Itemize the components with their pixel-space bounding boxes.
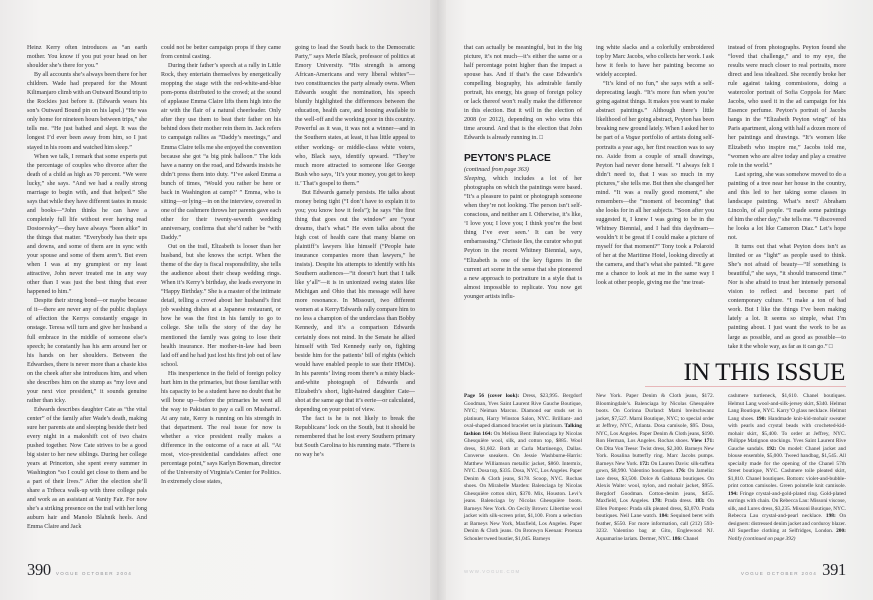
right-column-2 bbox=[596, 44, 714, 288]
left-page-columns bbox=[27, 44, 415, 533]
credits-text: New York. Paper Denim & Cloth jeans, $172. Bloomingdale’s. Balenciaga by Nicolas Ghesquière boots. On Corinna Durland: Marni breitschwanz jacket, $7,527. Marni Boutique, NYC; to special order at Jeffrey, NYC, Atlanta. Dosa camisole, $95. Dosa, NYC, Los Angeles. Paper Denim & Cloth jeans, $190. Ron Herman, Los Angeles. Rochas shoes. View 171: On Dita Von Teese: Twist dress, $2,300. Barneys New York. Rosalina butterfly ring. Marc Jacobs pumps. Barneys New York. 172: On Lauren Davis: silk-taffeta gown, $8,990. Valentino boutiques. 176: On Jamelia: lace dress, $3,500. Dolce & Gabbana boutiques. On Alexis Waite: wool, nylon, and mohair jacket, $955. Bergdorf Goodman. Cotton-denim jeans, $455. Maxfield, Los Angeles. 178: Prada dress. 183: On Ellen Pompeo: Prada silk pleated dress, $3,070. Prada boutiques. Neil Lane watch. 184: Sequined beret with feather, $550. For more information, call (212) 593-3232. Valentino bag at Gito, Englewood NJ. Aquamarine lariats. Dermer, NYC. 186: Chanel bbox=[596, 393, 714, 542]
left-column-2 bbox=[161, 44, 281, 487]
left-column-3 bbox=[295, 44, 415, 460]
body-text-block bbox=[728, 44, 846, 352]
paragraph: Edwards describes daughter Cate as “the vital center” of the family after Wade’s death, making sure her parents ate and sleeping beside their bed every night in a makeshift cot of two chairs pushed together. Now Cate strives to be a good big sister to her new siblings. During her college years at Princeton, she spent every summer in Washington “so I could get close to them and be a part of their lives.” After the election she’ll share a Tribeca walk-up with three college pals and work as an assistant at Vanity Fair. For now she’s a striking presence on the trail with her long auburn hair and Manolo Blahnik heels. And Emma Claire and Jack bbox=[27, 406, 147, 531]
folio-page-number: 390 bbox=[27, 560, 51, 579]
paragraph: “It’s kind of no fun,” she says with a self-deprecating laugh. “It’s more fun when you’re going against things. It makes you want to make abstract paintings.” Although there’s little likelihood of her going abstract, Peyton has been breaking new ground lately. When I asked her to be part of a Vogue portfolio of artists doing self-portraits a year ago, her first reaction was to say no. Aside from a couple of small drawings, Peyton had never done herself. “I always felt I didn’t need to, that I was so much in my pictures,” she tells me. But then she changed her mind. “It was a really good moment,” she remembers—the “moment of becoming” that she looks for in all her subjects. “Soon after you suggested it, I knew I was going to be in the Whitney Biennial, and I had this daydream—wouldn’t it be great if I could make a picture of myself for that moment?” Tony took a Polaroid of her at the Maritime Hotel, looking directly at the camera, and that’s what she painted. “It gave me a chance to look at me in the same way I look at other people, giving me the ‘me treat- bbox=[596, 81, 714, 287]
continued-from-note: (continued from page 363) bbox=[464, 167, 529, 174]
paragraph: Despite their strong bond—or maybe because of it—there are never any of the public displays of affection the Kerrys constantly engage in onstage. Teresa will turn and give her husband a full embrace in the middle of someone else’s speech; he constantly has his arm around her or his hands on her shoulders. Between the Edwardses, there is never more than a chaste kiss on the cheek after she introduces him, and when she describes him on the stump as “my love and your next vice president,” it sounds genuine rather than icky. bbox=[27, 298, 147, 404]
credits-columns bbox=[464, 393, 846, 543]
paragraph: ing white slacks and a colorfully embroidered top by Marc Jacobs, who collects her work. I ask how it feels to have her painting become so widely accepted. bbox=[596, 45, 714, 79]
paragraph: The fact is he is not likely to break the Republicans’ lock on the South, but it should be remembered that he lost every Southern primary but South Carolina to his running mate. “There is no way he’s bbox=[295, 415, 415, 459]
body-text-block bbox=[27, 44, 147, 533]
paragraph: could not be better campaign props if they came from central casting. bbox=[161, 45, 281, 61]
paragraph: Last spring, she was somehow moved to do a painting of a tree near her house in the country, and this led to her taking some classes in landscape painting. What’s next? Abraham Lincoln, of all people. “I made some paintings of him the other day,” she tells me. “I discovered he looks a lot like Cameron Diaz.” Let’s hope not. bbox=[728, 171, 846, 241]
body-text-block bbox=[464, 44, 582, 144]
paragraph: By all accounts she’s always been there for her children. Wade had prepared for the Mount Kilimanjaro climb with an Outward Bound trip to the Rockies just before it. (Edwards wears his son’s Outward Bound pin on his lapel.) “He was only home for nineteen hours between trips,” she tells me. “He just bathed and slept. It was the longest I’d ever been away from him, so I just stayed in his room and watched him sleep.” bbox=[27, 72, 147, 151]
right-page bbox=[437, 0, 873, 600]
accent-rule bbox=[645, 386, 846, 388]
paragraph: During their father’s speech at a rally in Little Rock, they entertain themselves by energetically mopping the stage with the red-white-and-blue pom-poms distributed to the crowd; at the sound of applause Emma Claire lifts them high into the air with the flair of a natural cheerleader. Only after they use them to beat their father on his behind does their mother rein them in. Jack refers to campaign rallies as “Daddy’s meetings,” and Emma Claire tells me she enjoyed the convention because she got “a big pink balloon.” The kids have a nanny on the road, and Edwards insists he didn’t press them into duty. “I’ve asked Emma a bunch of times, ‘Would you rather be here or back in Washington at camp?’ ” Emma, who is sitting—or lying—in on the interview, covered in one of the cashmere throws her parents gave each other for their twenty-seventh wedding anniversary, confirms that she’d rather be “with Daddy.” bbox=[161, 63, 281, 241]
paragraph: It turns out that what Peyton does isn’t as limited or as “light” as people used to think. She’s not afraid of beauty—“If something is beautiful,” she says, “it should transcend time.” Nor is she afraid to trust her intensely personal vision to reflect and become part of contemporary culture. “I make a ton of bad work. But I like the things I’ve been making lately a lot. It seems so simple, what I’m painting about. I just want the work to be as large as possible, and as good as possible—to take it the whole way, as far as it can go.” □ bbox=[728, 244, 846, 350]
paragraph: going to lead the South back to the Democratic Party,” says Merle Black, professor of politics at Emory University. “His strength is among African-Americans and very liberal whites”—two constituencies the party already owns. When Edwards sought the nomination, his speech bluntly highlighted the differences between the education, health care, and housing available to the well-off and the working poor in this country. Powerful as it was, it was not a winner—and in the Southern states, at least, it has little appeal to either working- or middle-class white voters, who, Black says, identify upward. “They’re much more attracted to someone like George Bush who says, ‘It’s your money, you get to keep it.’ That’s gospel to them.” bbox=[295, 45, 415, 187]
body-text-block bbox=[161, 44, 281, 487]
folio-page-number: 391 bbox=[822, 560, 846, 579]
right-page-footer bbox=[741, 562, 846, 578]
credits-column-2 bbox=[596, 393, 714, 543]
body-text-block bbox=[596, 44, 714, 288]
issue-imprint: VOGUE OCTOBER 2004 bbox=[55, 571, 133, 576]
paragraph: Heinz Kerry often introduces as “an earth mother. You know if you put your head on her shoulder she’s there for you.” bbox=[27, 45, 147, 70]
paragraph: But Edwards gamely persists. He talks about money being tight (“I don’t have to explain it to you; you know how it feels”); he says “the first thing that goes out the window” are “your dreams, that’s what.” He even talks about the high cost of health care that many blame on plaintiff’s lawyers like himself (“People hate insurance companies more than lawyers,” he insists). Despite his attempts to identify with his Southern audiences—“it doesn’t hurt that I talk like y’all”—it is in unionized swing states like Michigan and Ohio that his message will have more resonance. In Missouri, two different women at a Kerry/Edwards rally compare him to no less a champion of the underclass than Bobby Kennedy, and it’s a comparison Edwards certainly does not mind. In the Senate he allied himself with Ted Kennedy early on, fighting beside him for the patients’ bill of rights (which would have enabled people to sue their HMOs). In his parents’ living room there’s a misty black-and-white photograph of Edwards and Elizabeth’s short, light-haired daughter Cate—shot at the same age that it’s eerie—or calculated, depending on your point of view. bbox=[295, 189, 415, 413]
article-headline: PEYTON’S PLACE bbox=[464, 152, 551, 164]
right-column-3 bbox=[728, 44, 846, 352]
right-page-columns bbox=[464, 44, 846, 352]
right-column-1 bbox=[464, 44, 582, 302]
in-this-issue-title: IN THIS ISSUE bbox=[683, 356, 845, 386]
body-text-block-continued bbox=[464, 175, 582, 302]
website-url[interactable]: WWW.VOGUE.COM bbox=[464, 569, 521, 574]
credits-text: cashmere turtleneck, $1,610. Chanel boutiques. Helmut Lang wool-and-silk-jersey skirt, $340. Helmut Lang Boutique, NYC. Karry’O glass necklace. Helmut Lang shoes. 190: Handmade knit-kid-mohair sweater with pearls and crystal beads with crocheted-kid-mohair skirt, $5,400. To order at Jeffrey, NYC. Philippe Matignon stockings. Yves Saint Laurent Rive Gauche sandals. 192: On model: Chanel jacket and blouse ensemble, $5,000. Tweed handbag, $1,545. All specially made for the opening of the Chanel 57th Street boutique, NYC. Cashmere toile pleated skirt, $1,810. Chanel boutiques. Bottom: violet-and-bubble-print cotton camisoles. Green pointelle knit camisole. 194: Fringe crystal-and-gold-plated ring. Gold-plated earrings with chain. On Rebecca Lau: Missoni viscose, silk, and Lurex dress, $3,235. Missoni Boutique, NYC. Rebecca Lau crystal-and-pearl necklace. 198: On designers: distressed denim jacket and corduroy blazer. All Superfine clothing at Selfridges, London. 200: Notify (continued on page 392) bbox=[728, 393, 847, 542]
body-text-block bbox=[295, 44, 415, 460]
left-page-footer bbox=[27, 562, 132, 578]
credits-column-1 bbox=[464, 393, 582, 543]
left-column-1 bbox=[27, 44, 147, 533]
in-this-issue-section-header bbox=[464, 356, 846, 388]
paragraph: Out on the trail, Elizabeth is looser than her husband, but she knows the script. When the theme of the day is fiscal responsibility, she tells the audience about their cheap wedding rings. When it’s Kerry’s birthday, she leads everyone in “Happy Birthday.” She is a master of the intimate detail, telling a crowd about her husband’s first job washing dishes at a Japanese restaurant, or how he was the first in his family to go to college. She tells the story of the day he mentioned the family was going to lose their health insurance. Her mother-in-law had been laid off and he had just lost his first job out of law school. bbox=[161, 244, 281, 368]
paragraph: When we talk, I remark that some experts put the percentage of couples who divorce after the death of a child as high as 70 percent. “We were lucky,” she says. “And we had a really strong marriage to begin with, and that helped.” She says that while they have different tastes in music and books—“John thinks he can have a completely full life without ever having read Dostoevsky”—they have always “been alike” in the things that matter. “Everybody has their ups and downs, and some of them are in sync with your spouse and some of them aren’t. But even when I was at my grumpiest or my least attractive, John never treated me in any way other than I was just the best thing that ever happened to him.” bbox=[27, 153, 147, 296]
paragraph: His inexperience in the field of foreign policy hurt him in the primaries, but those familiar with his capacity to be a student have no doubt that he will bone up—before the primaries he went all the way to Pakistan to pay a call on Musharraf. At any rate, Kerry is running on his strength in that department. The real issue for now is whether a vice president really makes a difference in the outcome of a race at all. “At most, vice-presidential candidates affect one percentage point,” says Karlyn Bowman, director of the University of Virginia’s Center for Politics. In extremely close states, bbox=[161, 370, 281, 486]
credits-text: Page 56 (cover look): Dress, $23,995. Bergdorf Goodman, Yves Saint Laurent Rive Gauche Boutique, NYC; Neiman Marcus. Diamond ear studs set in platinum, Harry Winston Salon, NYC. Brilliant- and oval-shaped diamond bracelet set in platinum. Talking fashion 164: On Melissa Bent: Balenciaga by Nicolas Ghesquière wool, silk, and cotton top, $885. Wool dress, $1,602. Both at Carla Martinengo, Dallas. Converse sneakers. On Jessie Washburne-Harris: Matthew Williamson metallic jacket, $860. Intermix, NYC. Dosa top, $335. Dosa, NYC, Los Angeles. Paper Denim & Cloth jeans, $178. Scoop, NYC. Rochas shoes. On Mirabelle Marden: Balenciaga by Nicolas Ghesquière cotton shirt, $370. Mix, Houston. Levi’s jeans. Balenciaga by Nicolas Ghesquière boots. Barneys New York. On Cecily Brown: Libertine wool jacket with silk-screen print, $1,100. From a selection at Barneys New York, Maxfield, Los Angeles. Paper Denim & Cloth jeans. On Bronwyn Keenan: Proenza Schouler tweed bustier, $1,045. Barneys bbox=[464, 393, 582, 542]
issue-imprint: VOGUE OCTOBER 2004 bbox=[740, 571, 818, 576]
paragraph: Sleeping, which includes a lot of her photographs on which the paintings were based. “It’s a pleasure to paint or photograph someone when they’re not looking. The person isn’t self-conscious, and neither am I. Otherwise, it’s like, ‘I love you; I love you; I think you’re the best thing I’ve ever seen.’ It can be very embarrassing.” Chrissie Iles, the curator who put Peyton in the recent Whitney Biennial, says, “Elizabeth is one of the key figures in the current art scene in the sense that she pioneered a new approach to portraiture in a style that is almost impossible to replicate. You now get younger artists influ- bbox=[464, 176, 582, 300]
paragraph: that can actually be meaningful, but in the big picture, it’s not much—it’s either the same or a half percentage point higher than the impact a spouse has. And if that’s the case Edwards’s compelling biography, his admirable family portrait, his energy, his grasp of foreign policy or lack thereof won’t really make the difference in this election. But it will in the election of 2008 (or 2012), depending on who wins this time around. And that is the election that John Edwards is already running in. □ bbox=[464, 45, 582, 142]
credits-column-3 bbox=[728, 393, 846, 543]
paragraph: instead of from photographs. Peyton found she “loved that challenge,” and to my eye, the results were much closer to real portraits, more direct and less idealized. She recently broke her rule against taking commissions, doing a watercolor portrait of Sofia Coppola for Marc Jacobs, who used it in the ad campaign for his Essence perfume. Peyton’s portrait of Jacobs hangs in the “Elizabeth Peyton wing” of his Paris apartment, along with half a dozen more of her paintings and drawings. “It’s women like Elizabeth who inspire me,” Jacobs told me, “women who are alive today and play a creative role in the world.” bbox=[728, 45, 846, 169]
